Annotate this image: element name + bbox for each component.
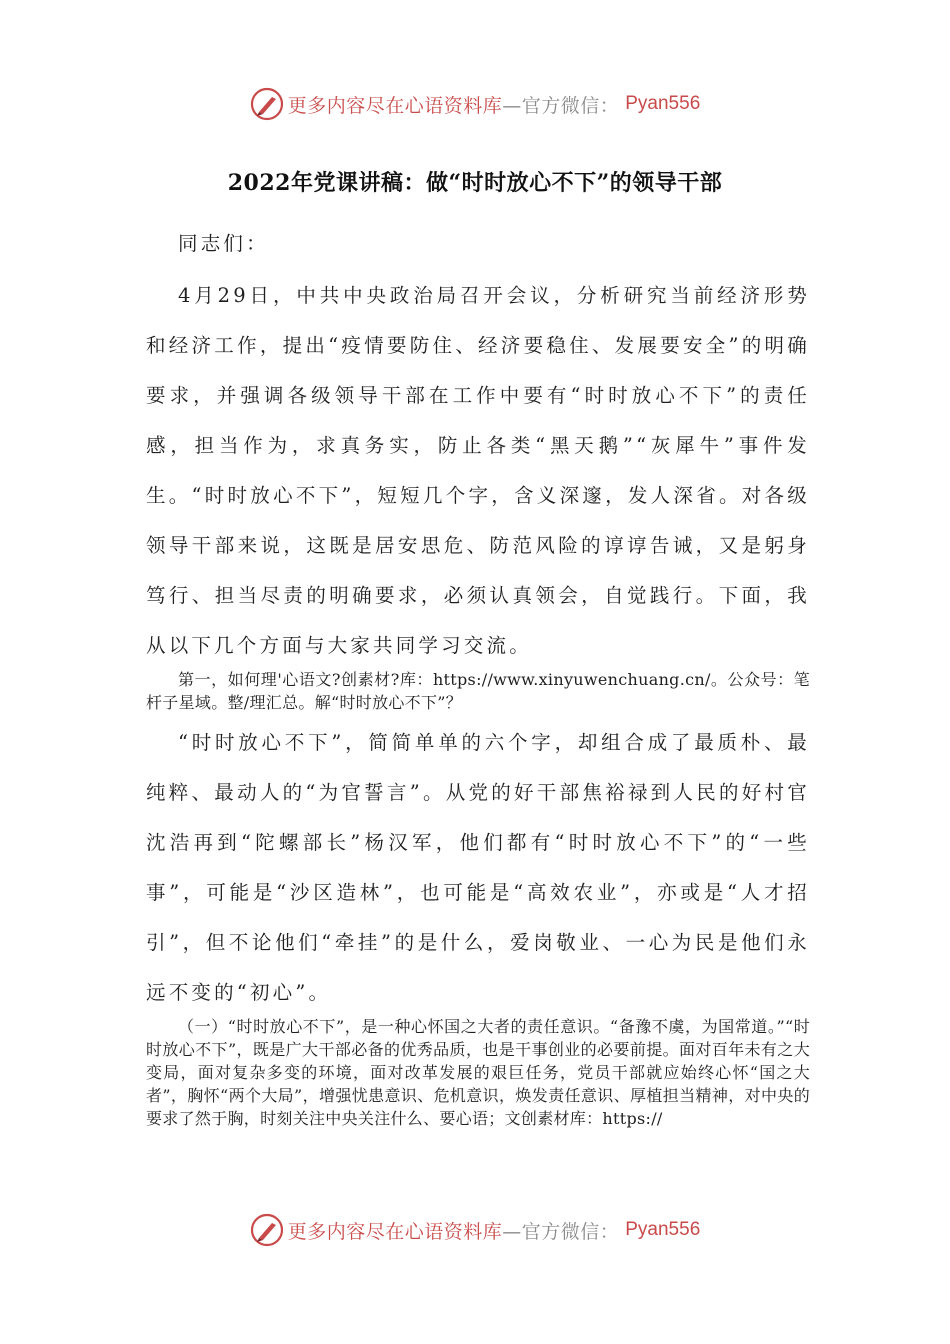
greeting: 同志们：	[178, 232, 269, 255]
paragraph-1: 4月29日，中共中央政治局召开会议，分析研究当前经济形势和经济工作，提出“疫情要防住、经济要稳住、发展要安全”的明确要求，并强调各级领导干部在工作中要有“时时放心不下”的责任感，担当作为，求真务实，防止各类“黑天鹅”“灰犀牛”事件发生。“时时放心不下”，短短几个字，含义深邃，发人深省。对各级领导干部来说，这既是居安思危、防范风险的谆谆告诫，又是躬身笃行、担当尽责的明确要求，必须认真领会，自觉践行。下面，我从以下几个方面与大家共同学习交流。	[146, 284, 810, 657]
banner-red-text: 更多内容尽在心语资料库	[287, 1220, 503, 1243]
header-banner	[0, 86, 950, 122]
banner-wechat-id: Pyan556	[625, 1219, 701, 1240]
footer-banner	[0, 1212, 950, 1248]
banner-gray-text: —官方微信：	[502, 94, 620, 117]
pen-logo-icon	[250, 87, 284, 121]
pen-logo-icon	[250, 1213, 284, 1247]
paragraph-2: 第一，如何理'心语文?创素材?库：https://www.xinyuwenchuang.cn/。公众号：笔杆子星域。整/理汇总。解“时时放心不下”？	[146, 670, 810, 712]
paragraph-3: “时时放心不下”，简简单单的六个字，却组合成了最质朴、最纯粹、最动人的“为官誓言”。从党的好干部焦裕禄到人民的好村官沈浩再到“陀螺部长”杨汉军，他们都有“时时放心不下”的“一些事”，可能是“沙区造林”，也可能是“高效农业”，亦或是“人才招引”，但不论他们“牵挂”的是什么，爱岗敬业、一心为民是他们永远不变的“初心”。	[146, 731, 810, 1004]
banner-red-text: 更多内容尽在心语资料库	[287, 94, 503, 117]
banner-gray-text: —官方微信：	[502, 1220, 620, 1243]
paragraph-4: （一）“时时放心不下”，是一种心怀国之大者的责任意识。“备豫不虞，为国常道。”“时时放心不下”，既是广大干部必备的优秀品质，也是干事创业的必要前提。面对百年未有之大变局，面对复杂多变的环境，面对改革发展的艰巨任务，党员干部就应始终心怀“国之大者”，胸怀“两个大局”，增强忧患意识、危机意识，焕发责任意识、厚植担当精神，对中央的要求了然于胸，时刻关注中央关注什么、要心语；文创素材库：https://	[146, 1017, 810, 1128]
banner-wechat-id: Pyan556	[625, 93, 701, 114]
document-title: 2022年党课讲稿：做“时时放心不下”的领导干部	[227, 170, 723, 196]
